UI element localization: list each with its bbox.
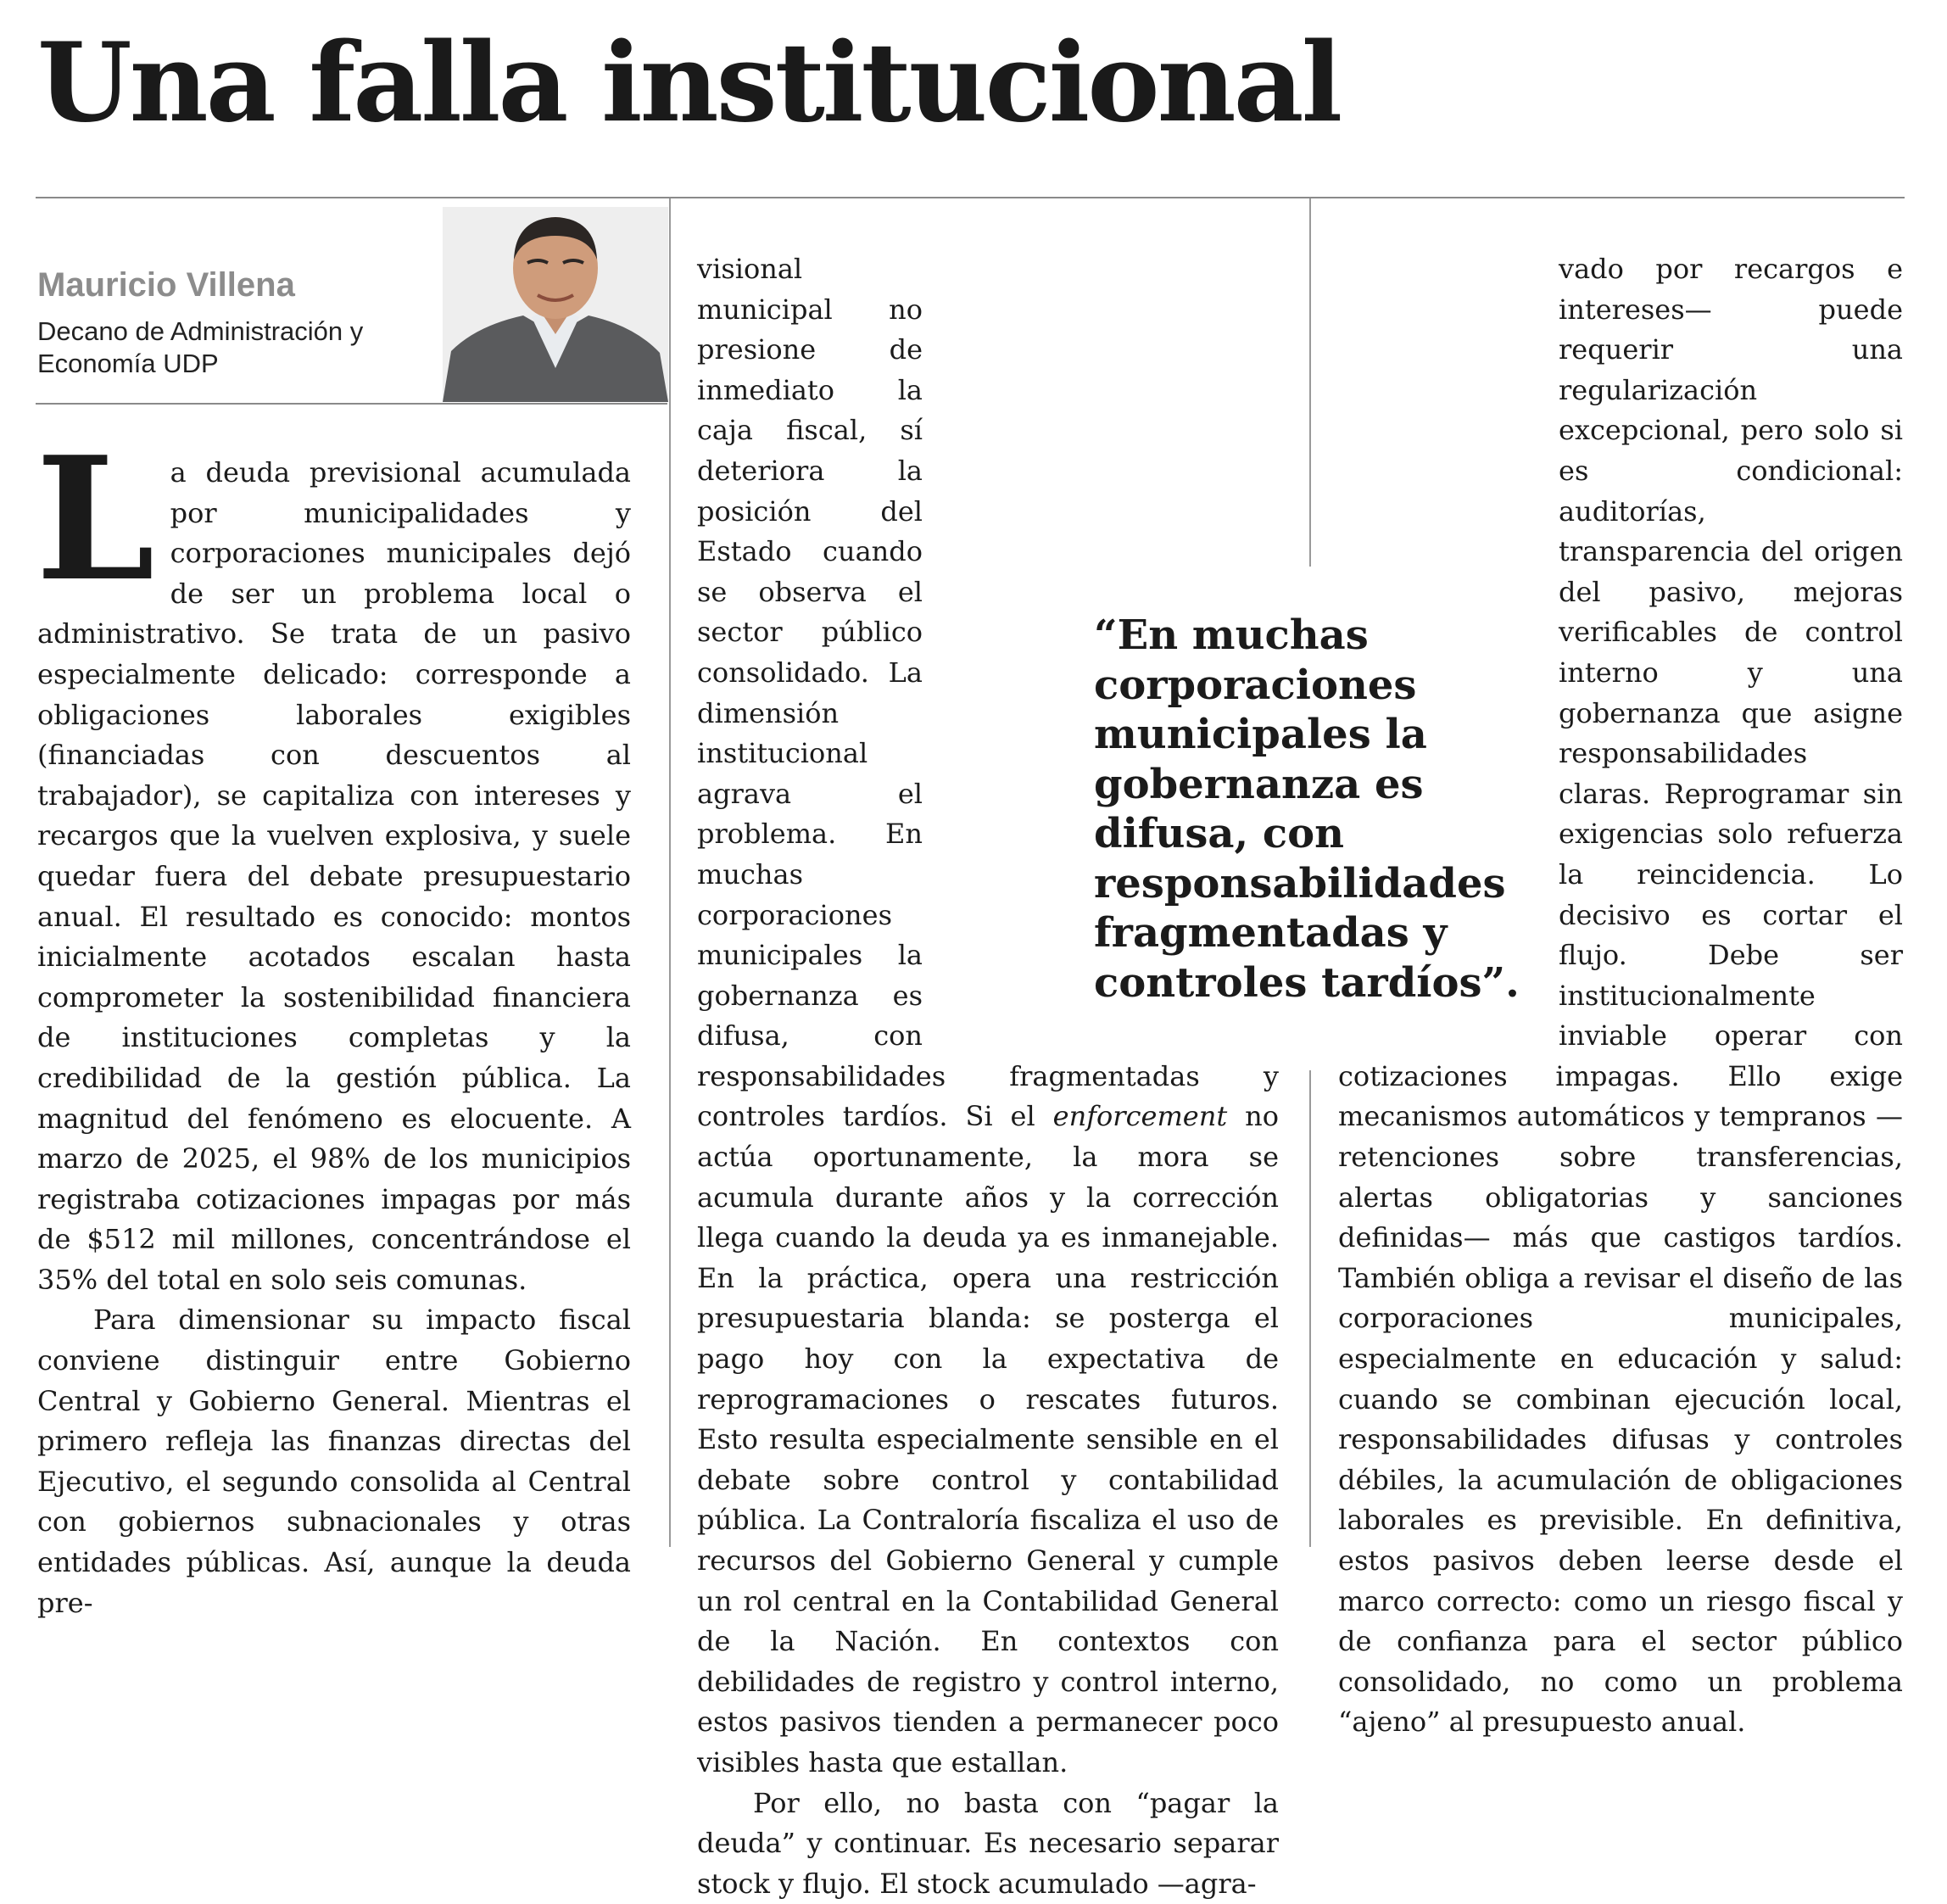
paragraph: Para dimensionar su impacto fiscal conviene distinguir entre Gobierno Central y Gobierno General. Mientras el primero refleja las finanzas directas del Ejecutivo, el segundo consolida al Central con gobiernos subnacionales y otras entidades públicas. Así, aunque la deuda pre- <box>37 1304 631 1619</box>
top-divider <box>36 197 1905 198</box>
author-title <box>37 315 427 380</box>
author-divider <box>36 403 667 405</box>
paragraph: vado por recargos e intereses— puede requerir una regularización excepcional, pero solo si es condicional: auditorías, transparencia del origen del pasivo, mejoras verificables de control interno y una gobernanza que asigne responsabilidades claras. Reprogramar sin exigencias solo refuerza la reincidencia. Lo decisivo es cortar el flujo. Debe ser institucionalmente inviable operar con cotizaciones impagas. Ello exige mecanismos automáticos y tempranos —retenciones sobre transferencias, alertas obligatorias y sanciones definidas— más que castigos tardíos. También obliga a revisar el diseño de las corporaciones municipales, especialmente en educación y salud: cuando se combinan ejecución local, responsabilidades difusas y controles débiles, la acumulación de obligaciones laborales es previsible. En definitiva, estos pasivos deben leerse desde el marco correcto: como un riesgo fiscal y de confianza para el sector público consolidado, no como un problema “ajeno” al presupuesto anual. <box>1338 253 1903 1739</box>
italic-term: enforcement <box>1052 1100 1228 1133</box>
headline: Una falla institucional <box>37 20 1341 147</box>
column-2 <box>697 249 1279 1904</box>
column-divider <box>669 198 671 1547</box>
paragraph-text: a deuda previsional acumulada por municipalidades y corporaciones municipales dejó de ser un problema local o administrativo. Se trata de un pasivo especialmente delicado: corresponde a obligaciones laborales exigibles (financiadas con descuentos al trabajador), se capitaliza con intereses y recargos que la vuelven explosiva, y suele quedar fuera del debate presupuestario anual. El resultado es conocido: montos inicialmente acotados escalan hasta comprometer la sostenibilidad financiera de instituciones completas y la credibilidad de la gestión pública. La magnitud del fenómeno es elocuente. A marzo de 2025, el 98% de los municipios registraba cotizaciones impagas por más de $512 mil millones, concentrándose el 35% del total en solo seis comunas. <box>37 456 631 1296</box>
author-title-line: Decano de Administración y <box>37 316 364 346</box>
drop-cap: L <box>36 420 155 619</box>
paragraph: Por ello, no basta con “pagar la deuda” y continuar. Es necesario separar stock y flujo. El stock acumulado —agra- <box>697 1786 1279 1900</box>
paragraph-text: visional municipal no presione de inmediato la caja fiscal, sí deteriora la posición del Estado cuando se observa el sector público consolidado. La dimensión institucional agrava el problema. En muchas corporaciones municipales la gobernanza es difusa, con responsabilidades fragmentadas y controles tardíos. Si el <box>697 253 1279 1133</box>
author-title-line: Economía UDP <box>37 349 219 378</box>
paragraph <box>36 420 631 1300</box>
author-name: Mauricio Villena <box>37 266 295 304</box>
pullquote: “En muchas corporaciones municipales la gobernanza es difusa, con responsabilidades fragmentadas y controles tardíos”. <box>1094 611 1535 1008</box>
paragraph-text: no actúa oportunamente, la mora se acumula durante años y la corrección llega cuando la deuda ya es inmanejable. En la práctica, opera una restricción presupuestaria blanda: se posterga el pago hoy con la expectativa de reprogramaciones o rescates futuros. Esto resulta especialmente sensible en el debate sobre control y contabilidad pública. La Contraloría fiscaliza el uso de recursos del Gobierno General y cumple un rol central en la Contabilidad General de la Nación. En contextos con debilidades de registro y control interno, estos pasivos tienden a permanecer poco visibles hasta que estallan. <box>697 1100 1279 1778</box>
column-1 <box>36 420 631 1623</box>
column-divider <box>1309 1070 1311 1547</box>
column-divider <box>1309 198 1311 567</box>
author-photo <box>443 207 668 402</box>
